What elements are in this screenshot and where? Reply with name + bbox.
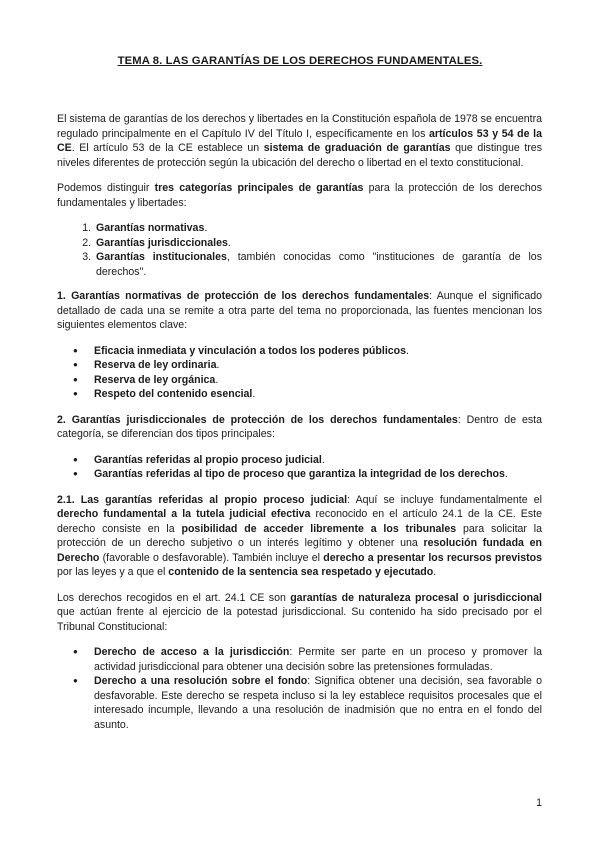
list-item: [94, 453, 542, 468]
s21-bold-2: derecho fundamental a la tutela judicial efectiva: [57, 508, 311, 520]
s21-text-3: para solicitar la protección de un derecho subjetivo o un interés legítimo y obtener una: [57, 522, 543, 549]
list-item-bold: Garantías institucionales: [96, 251, 227, 263]
art241-bold-1: garantías de naturaleza procesal o jurisdiccional: [290, 591, 542, 604]
jurisdiccionales-list: [57, 453, 542, 482]
categories-text-2: para la protección de los derechos fundamentales y libertades:: [57, 182, 542, 209]
s21-text-4: (favorable o desfavorable). También incluye el: [99, 551, 324, 564]
art241-text-1: Los derechos recogidos en el art. 24.1 CE son: [57, 591, 291, 604]
list-item-text: .: [227, 236, 231, 249]
list-item: [94, 221, 542, 236]
s21-bold-4: resolución fundada en Derecho: [57, 537, 543, 564]
art-24-1-paragraph: [57, 591, 542, 635]
list-item-bold: Garantías referidas al tipo de proceso que garantiza la integridad de los derechos: [94, 468, 505, 480]
intro-paragraph: [57, 112, 542, 170]
list-item: [94, 645, 542, 674]
document-title: TEMA 8. LAS GARANTÍAS DE LOS DERECHOS FUNDAMENTALES.: [117, 55, 483, 67]
s21-bold-3: posibilidad de acceder libremente a los tribunales: [181, 522, 457, 535]
jurisdiccionales-heading: 2. Garantías jurisdiccionales de protección de los derechos fundamentales: [57, 413, 458, 426]
page-number: 1: [536, 797, 542, 809]
list-item-text: .: [216, 359, 220, 371]
jurisdiccionales-paragraph: [57, 413, 542, 442]
section-2-1-paragraph: [57, 493, 542, 580]
document-body: [57, 112, 542, 743]
list-item-text: .: [204, 222, 208, 234]
list-item: [94, 236, 542, 251]
list-item-text: .: [215, 373, 219, 386]
art-24-1-list: [57, 645, 542, 732]
list-item-text: .: [321, 453, 325, 466]
list-item-text: .: [406, 344, 409, 357]
intro-bold-graduation: sistema de graduación de garantías: [263, 142, 451, 154]
categories-bold: tres categorías principales de garantías: [154, 182, 364, 194]
list-item: [94, 344, 542, 359]
list-item: [94, 358, 542, 373]
list-item-bold: Reserva de ley orgánica: [94, 373, 216, 386]
s21-bold-6: contenido de la sentencia sea respetado y ejecutado: [168, 566, 434, 578]
s21-text-5: por las leyes y a que el: [57, 566, 169, 578]
section-2-1-heading: 2.1. Las garantías referidas al propio proceso judicial: [57, 493, 348, 506]
jurisdiccionales-text: : Dentro de esta categoría, se diferencian dos tipos principales:: [57, 413, 542, 440]
list-item: [94, 387, 542, 402]
list-item: [94, 250, 542, 279]
s21-text-6: .: [433, 566, 437, 578]
list-item-text: : Significa obtener una decisión, sea favorable o desfavorable. Este derecho se respeta incluso si la ley establece requisitos procesales que el interesado incumple, llevando a una resolución de inadmisión que no entra en el fondo del asunto.: [94, 675, 542, 731]
list-item: [94, 373, 542, 388]
list-item: [94, 674, 542, 732]
list-item-bold: Garantías referidas al propio proceso judicial: [94, 453, 322, 466]
list-item-bold: Garantías normativas: [96, 222, 205, 234]
list-item-bold: Reserva de ley ordinaria: [94, 359, 217, 371]
categories-text-1: Podemos distinguir: [57, 182, 155, 194]
list-item-bold: Derecho a una resolución sobre el fondo: [94, 675, 308, 687]
normativas-heading: 1. Garantías normativas de protección de los derechos fundamentales: [57, 290, 430, 302]
list-item-text: : Permite ser parte en un proceso y promover la actividad jurisdiccional para obtener una decisión sobre las pretensiones formuladas.: [94, 646, 542, 673]
s21-bold-5: derecho a presentar los recursos previstos: [323, 551, 543, 564]
normativas-paragraph: [57, 289, 542, 333]
list-item-text: .: [252, 388, 256, 400]
intro-text-1: El sistema de garantías de los derechos y libertades en la Constitución española de 1978 se encuentra regulado principalmente en el Capítulo IV del Título I, específicamente en los: [57, 113, 542, 140]
s21-text-2: reconocido en el artículo 24.1 de la CE. Este derecho consiste en la: [57, 508, 542, 535]
list-item-bold: Derecho de acceso a la jurisdicción: [94, 646, 290, 658]
list-item-bold: Garantías jurisdiccionales: [96, 236, 228, 249]
intro-text-2: . El artículo 53 de la CE establece un: [71, 142, 264, 154]
list-item-bold: Eficacia inmediata y vinculación a todos los poderes públicos: [94, 344, 407, 357]
list-item: [94, 467, 542, 482]
normativas-text: : Aunque el significado detallado de cada una se remite a otra parte del tema no proporcionada, las fuentes mencionan los siguientes elementos clave:: [57, 290, 543, 331]
list-item-bold: Respeto del contenido esencial: [94, 388, 253, 400]
art241-text-2: que actúan frente al ejercicio de la potestad jurisdiccional. Su contenido ha sido precisado por el Tribunal Constitucional:: [57, 606, 542, 633]
list-item-text: .: [504, 468, 508, 480]
categories-list: [57, 221, 542, 279]
s21-text-1: : Aquí se incluye fundamentalmente el: [347, 493, 542, 506]
categories-paragraph: [57, 181, 542, 210]
list-item-text: , también conocidas como "instituciones de garantía de los derechos".: [96, 251, 542, 278]
intro-text-3: que distingue tres niveles diferentes de protección según la ubicación del derecho o libertad en el texto constitucional.: [57, 142, 542, 169]
intro-bold-articles: artículos 53 y 54 de la CE: [57, 127, 542, 154]
normativas-list: [57, 344, 542, 402]
